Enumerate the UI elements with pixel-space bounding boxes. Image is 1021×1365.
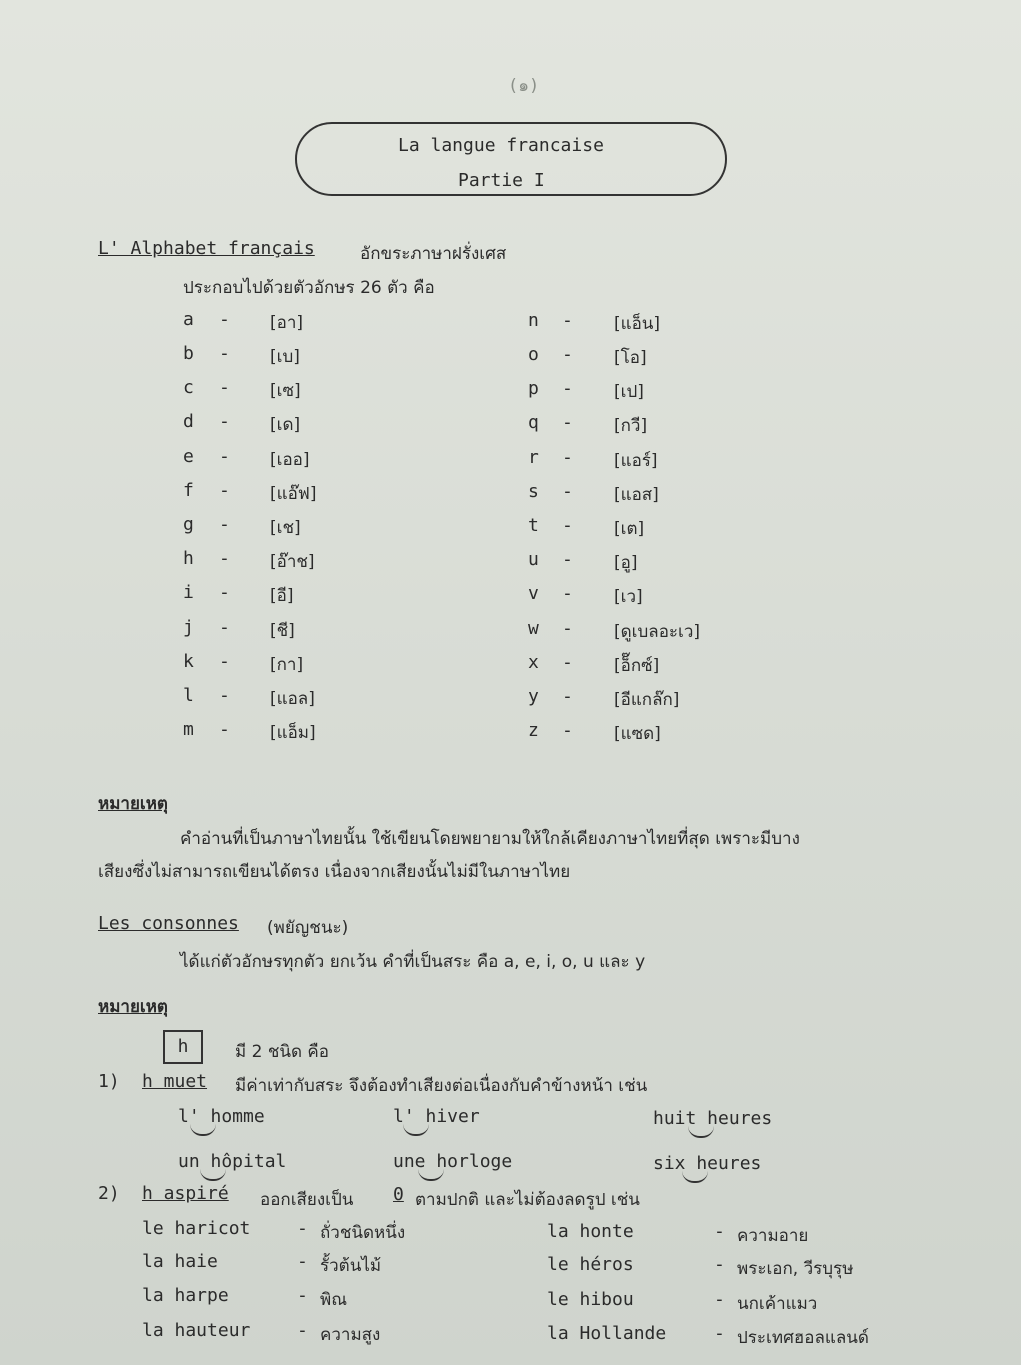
letter-dash: - xyxy=(219,548,230,569)
example-meaning: ความอาย xyxy=(737,1226,809,1246)
letter-n: n xyxy=(528,310,539,331)
letter-sound: [อู] xyxy=(614,553,638,573)
letter-dash: - xyxy=(562,378,573,399)
letter-sound: [แอ็น] xyxy=(614,314,661,334)
example-dash: - xyxy=(297,1251,308,1272)
letter-dash: - xyxy=(562,412,573,433)
letter-dash: - xyxy=(562,549,573,570)
letter-dash: - xyxy=(562,583,573,604)
term-h-muet: h muet xyxy=(142,1071,208,1092)
letter-b: b xyxy=(183,343,194,364)
letter-dash: - xyxy=(562,515,573,536)
consonnes-heading: Les consonnes xyxy=(98,913,239,934)
example-word: un hôpital xyxy=(178,1151,287,1172)
liaison-mark xyxy=(688,1126,714,1138)
letter-sound: [แซด] xyxy=(614,724,661,744)
example-word: la haie xyxy=(142,1251,218,1272)
letter-sound: [กวี] xyxy=(614,416,648,436)
example-meaning: พระเอก, วีรบุรุษ xyxy=(737,1259,854,1279)
example-word: huit heures xyxy=(653,1108,773,1129)
boxed-letter-h: h xyxy=(163,1030,203,1064)
letter-w: w xyxy=(528,618,539,639)
letter-dash: - xyxy=(562,344,573,365)
example-dash: - xyxy=(714,1289,725,1310)
letter-sound: [อีแกล๊ก] xyxy=(614,690,680,710)
letter-t: t xyxy=(528,515,539,536)
letter-s: s xyxy=(528,481,539,502)
example-word: le haricot xyxy=(142,1218,251,1239)
letter-sound: [อา] xyxy=(270,313,304,333)
letter-z: z xyxy=(528,720,539,741)
letter-p: p xyxy=(528,378,539,399)
consonnes-line: ได้แก่ตัวอักษรทุกตัว ยกเว้น คำที่เป็นสระ คือ a, e, i, o, u และ y xyxy=(180,952,646,972)
letter-r: r xyxy=(528,447,539,468)
page-number: (๑) xyxy=(508,76,540,96)
alphabet-intro: ประกอบไปด้วยตัวอักษร 26 ตัว คือ xyxy=(183,278,435,298)
example-meaning: พิณ xyxy=(320,1290,347,1310)
letter-dash: - xyxy=(219,719,230,740)
letter-dash: - xyxy=(219,343,230,364)
term-h-aspire: h aspiré xyxy=(142,1183,229,1204)
example-dash: - xyxy=(297,1285,308,1306)
example-meaning: ประเทศฮอลแลนด์ xyxy=(737,1328,869,1348)
letter-dash: - xyxy=(562,481,573,502)
example-dash: - xyxy=(714,1323,725,1344)
example-dash: - xyxy=(297,1218,308,1239)
letter-sound: [อ๊าช] xyxy=(270,552,315,572)
letter-dash: - xyxy=(219,480,230,501)
zero-sound: 0 xyxy=(393,1184,404,1205)
example-word: le héros xyxy=(547,1254,634,1275)
letter-dash: - xyxy=(219,617,230,638)
example-dash: - xyxy=(714,1221,725,1242)
box-description: มี 2 ชนิด คือ xyxy=(235,1042,330,1062)
letter-dash: - xyxy=(562,686,573,707)
letter-d: d xyxy=(183,411,194,432)
liaison-mark xyxy=(403,1124,429,1136)
example-meaning: ถั่วชนิดหนึ่ง xyxy=(320,1223,406,1243)
letter-u: u xyxy=(528,549,539,570)
item-number: 2) xyxy=(98,1183,120,1204)
letter-dash: - xyxy=(219,309,230,330)
item-description: ตามปกติ และไม่ต้องลดรูป เช่น xyxy=(415,1190,640,1210)
item-description: ออกเสียงเป็น xyxy=(260,1190,354,1210)
letter-dash: - xyxy=(219,514,230,535)
letter-sound: [เซ] xyxy=(270,381,301,401)
example-word: l' homme xyxy=(178,1106,265,1127)
letter-sound: [ดูเบลอะเว] xyxy=(614,622,701,642)
letter-sound: [แอ๊ฟ] xyxy=(270,484,317,504)
alphabet-heading-thai: อักขระภาษาฝรั่งเศส xyxy=(360,244,507,264)
letter-h: h xyxy=(183,548,194,569)
letter-o: o xyxy=(528,344,539,365)
letter-dash: - xyxy=(562,310,573,331)
letter-dash: - xyxy=(219,582,230,603)
consonnes-heading-thai: (พยัญชนะ) xyxy=(267,918,349,938)
letter-sound: [โอ] xyxy=(614,348,647,368)
example-meaning: รั้วต้นไม้ xyxy=(320,1256,382,1276)
letter-m: m xyxy=(183,719,194,740)
letter-sound: [เออ] xyxy=(270,450,310,470)
letter-dash: - xyxy=(219,446,230,467)
liaison-mark xyxy=(682,1171,708,1183)
example-word: la honte xyxy=(547,1221,634,1242)
page-title: La langue francaise xyxy=(398,135,604,156)
example-meaning: ความสูง xyxy=(320,1325,381,1345)
letter-dash: - xyxy=(562,720,573,741)
note-heading: หมายเหตุ xyxy=(98,997,168,1017)
letter-sound: [เว] xyxy=(614,587,643,607)
letter-sound: [แอส] xyxy=(614,485,659,505)
letter-sound: [แอร์] xyxy=(614,451,658,471)
letter-sound: [แอล] xyxy=(270,689,315,709)
letter-sound: [เป] xyxy=(614,382,644,402)
letter-e: e xyxy=(183,446,194,467)
letter-dash: - xyxy=(562,652,573,673)
letter-x: x xyxy=(528,652,539,673)
example-word: la harpe xyxy=(142,1285,229,1306)
liaison-mark xyxy=(200,1169,226,1181)
alphabet-heading: L' Alphabet français xyxy=(98,238,315,259)
example-word: l' hiver xyxy=(393,1106,480,1127)
liaison-mark xyxy=(190,1124,216,1136)
example-word: le hibou xyxy=(547,1289,634,1310)
letter-dash: - xyxy=(219,685,230,706)
example-word: six heures xyxy=(653,1153,762,1174)
example-word: la hauteur xyxy=(142,1320,251,1341)
note-line: คำอ่านที่เป็นภาษาไทยนั้น ใช้เขียนโดยพยายามให้ใกล้เคียงภาษาไทยที่สุด เพราะมีบาง xyxy=(180,829,800,849)
letter-y: y xyxy=(528,686,539,707)
letter-j: j xyxy=(183,617,194,638)
example-dash: - xyxy=(297,1320,308,1341)
letter-sound: [เต] xyxy=(614,519,645,539)
letter-sound: [เช] xyxy=(270,518,301,538)
example-word: une horloge xyxy=(393,1151,513,1172)
letter-q: q xyxy=(528,412,539,433)
letter-dash: - xyxy=(219,411,230,432)
item-description: มีค่าเท่ากับสระ จึงต้องทำเสียงต่อเนื่องกับคำข้างหน้า เช่น xyxy=(235,1076,648,1096)
example-meaning: นกเค้าแมว xyxy=(737,1294,818,1314)
note-line: เสียงซึ่งไม่สามารถเขียนได้ตรง เนื่องจากเสียงนั้นไม่มีในภาษาไทย xyxy=(98,862,571,882)
letter-sound: [อี] xyxy=(270,586,294,606)
letter-f: f xyxy=(183,480,194,501)
item-number: 1) xyxy=(98,1071,120,1092)
letter-dash: - xyxy=(219,377,230,398)
example-dash: - xyxy=(714,1254,725,1275)
letter-l: l xyxy=(183,685,194,706)
letter-g: g xyxy=(183,514,194,535)
letter-sound: [ชี] xyxy=(270,621,295,641)
letter-sound: [เด] xyxy=(270,415,301,435)
letter-sound: [แอ็ม] xyxy=(270,723,316,743)
page-subtitle: Partie I xyxy=(458,170,545,191)
letter-dash: - xyxy=(562,447,573,468)
letter-sound: [อ็๊กซ์] xyxy=(614,656,660,676)
letter-c: c xyxy=(183,377,194,398)
note-heading: หมายเหตุ xyxy=(98,794,168,814)
letter-sound: [กา] xyxy=(270,655,304,675)
letter-dash: - xyxy=(562,618,573,639)
letter-i: i xyxy=(183,582,194,603)
letter-v: v xyxy=(528,583,539,604)
letter-sound: [เบ] xyxy=(270,347,300,367)
letter-a: a xyxy=(183,309,194,330)
letter-k: k xyxy=(183,651,194,672)
liaison-mark xyxy=(418,1169,444,1181)
letter-dash: - xyxy=(219,651,230,672)
example-word: la Hollande xyxy=(547,1323,667,1344)
